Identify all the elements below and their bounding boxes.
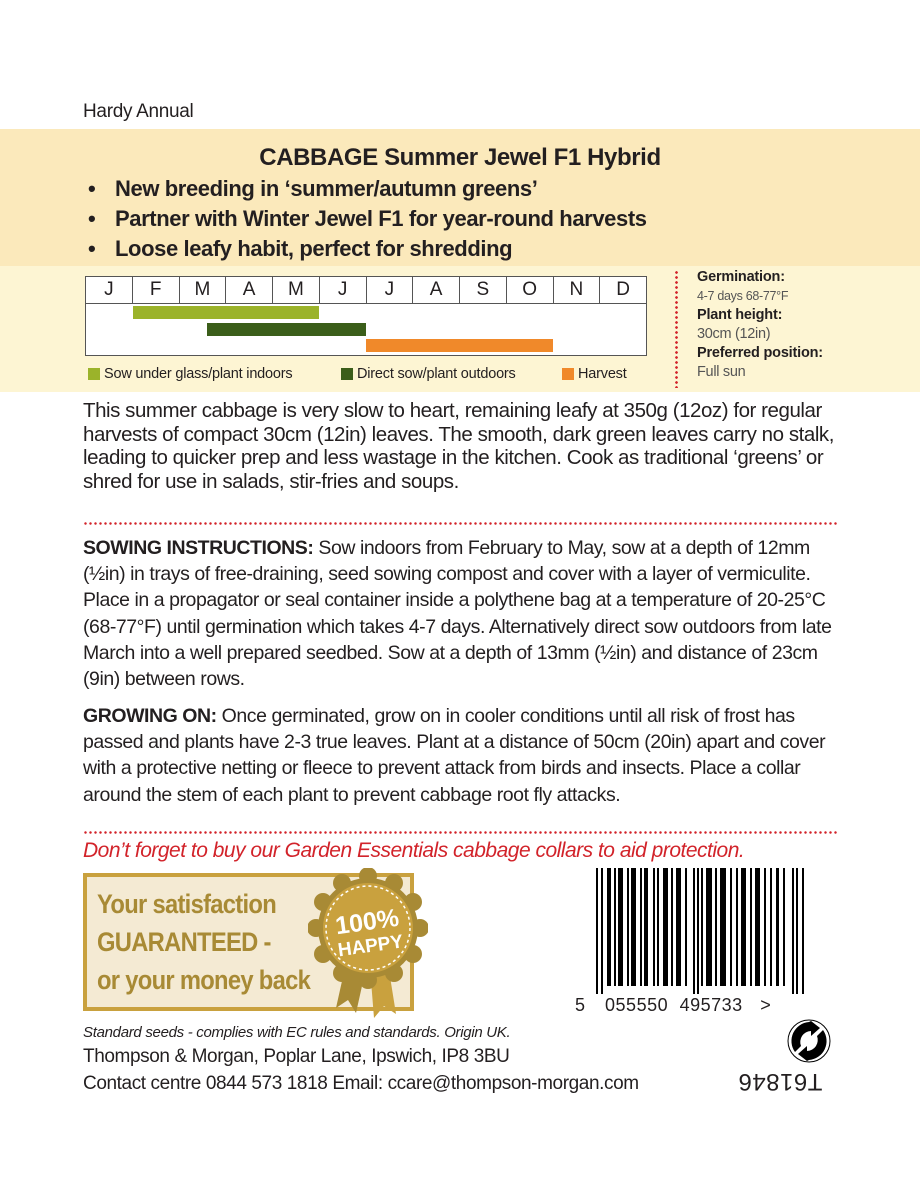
legend-item-sow-indoors <box>88 366 292 382</box>
month-label: M <box>180 277 227 303</box>
product-description: This summer cabbage is very slow to heart, remaining leafy at 350g (12oz) for regular harvests of compact 30cm (12in) leaves. The smooth, dark green leaves carry no stalk, leading to quicker prep and less wastage in the kitchen. Cook as traditional ‘greens’ or shred for use in salads, stir-fries and soups. <box>83 399 834 493</box>
month-label: A <box>226 277 273 303</box>
barcode-digits-left: 055550 <box>605 995 669 1015</box>
sowing-text: Sow indoors from February to May, sow at a depth of 12mm (½in) in trays of free-draining, seed sowing compost and cover with a layer of vermiculite. Place in a propagator or seal container inside a polythene bag at a temperature of 20-25°C (68-77°F) until germination which takes 4-7 days. Alternatively direct sow outdoors from late March into a well prepared seedbed. Sow at a depth of 13mm (½in) and distance of 23cm (9in) between rows. <box>83 537 832 691</box>
month-label: A <box>413 277 460 303</box>
month-label: J <box>320 277 367 303</box>
promo-text: Don’t forget to buy our Garden Essentials cabbage collars to aid protection. <box>83 839 745 862</box>
germination-label: Germination: <box>697 269 785 285</box>
guarantee-line: GUARANTEED - <box>97 927 271 957</box>
legend-item-harvest <box>562 366 627 382</box>
sowing-calendar-chart <box>85 276 647 356</box>
dotted-divider-vertical <box>675 270 678 388</box>
category-label: Hardy Annual <box>83 101 194 122</box>
plant-height-value: 30cm (12in) <box>697 326 771 342</box>
month-label: S <box>460 277 507 303</box>
legend-swatch <box>341 368 353 380</box>
barcode-icon <box>596 868 808 994</box>
bar-harvest <box>366 339 553 352</box>
growing-heading: GROWING ON: <box>83 705 217 727</box>
bar-sow-indoors <box>133 306 320 319</box>
feature-list <box>88 174 647 264</box>
month-label: M <box>273 277 320 303</box>
month-label: N <box>554 277 601 303</box>
month-label: O <box>507 277 554 303</box>
month-header-row <box>86 277 646 304</box>
position-label: Preferred position: <box>697 345 823 361</box>
bar-direct-sow <box>207 323 366 336</box>
badge-bottom-text: HAPPY <box>336 931 405 962</box>
growing-on <box>83 703 843 808</box>
compliance-text: Standard seeds - complies with EC rules and standards. Origin UK. <box>83 1024 511 1041</box>
product-code: T61846 <box>738 1068 823 1095</box>
legend-label: Harvest <box>578 366 627 382</box>
dotted-divider <box>83 831 838 834</box>
barcode-digits-right: 495733 <box>679 995 743 1015</box>
barcode-number <box>575 995 771 1016</box>
feature-item: • Partner with Winter Jewel F1 for year-round harvests <box>88 204 647 234</box>
barcode-marker: > <box>760 995 772 1015</box>
happy-rosette-icon <box>308 868 428 1018</box>
badge-top-text: 100% <box>333 903 401 941</box>
legend-item-direct-sow <box>341 366 516 382</box>
address-text: Thompson & Morgan, Poplar Lane, Ipswich, IP8 3BU <box>83 1046 510 1067</box>
plant-height-label: Plant height: <box>697 307 783 323</box>
dotted-divider <box>83 522 838 525</box>
legend-label: Direct sow/plant outdoors <box>357 366 516 382</box>
legend-swatch <box>562 368 574 380</box>
month-label: J <box>86 277 133 303</box>
feature-item: • New breeding in ‘summer/autumn greens’ <box>88 174 647 204</box>
position-value: Full sun <box>697 364 746 380</box>
month-label: D <box>616 279 630 300</box>
sowing-heading: SOWING INSTRUCTIONS: <box>83 537 314 559</box>
guarantee-line: Your satisfaction <box>97 889 277 919</box>
growing-text: Once germinated, grow on in cooler conditions until all risk of frost has passed and plants have 2-3 true leaves. Plant at a distance of 50cm (20in) apart and cover with a protective netting or fleece to prevent attack from birds and insects. Place a collar around the stem of each plant to prevent cabbage root fly attacks. <box>83 705 826 806</box>
guarantee-line: or your money back <box>97 965 311 995</box>
legend-swatch <box>88 368 100 380</box>
feature-item: • Loose leafy habit, perfect for shredding <box>88 234 647 264</box>
legend-label: Sow under glass/plant indoors <box>104 366 293 382</box>
sowing-instructions <box>83 535 843 692</box>
germination-value: 4-7 days 68-77°F <box>697 289 789 303</box>
plant-facts <box>697 268 823 382</box>
barcode-digit: 5 <box>575 995 586 1015</box>
month-label: F <box>133 277 180 303</box>
green-dot-recycle-icon <box>787 1019 831 1063</box>
product-title: CABBAGE Summer Jewel F1 Hybrid <box>259 144 661 171</box>
contact-text: Contact centre 0844 573 1818 Email: ccare@thompson-morgan.com <box>83 1073 639 1094</box>
month-label: J <box>367 277 414 303</box>
